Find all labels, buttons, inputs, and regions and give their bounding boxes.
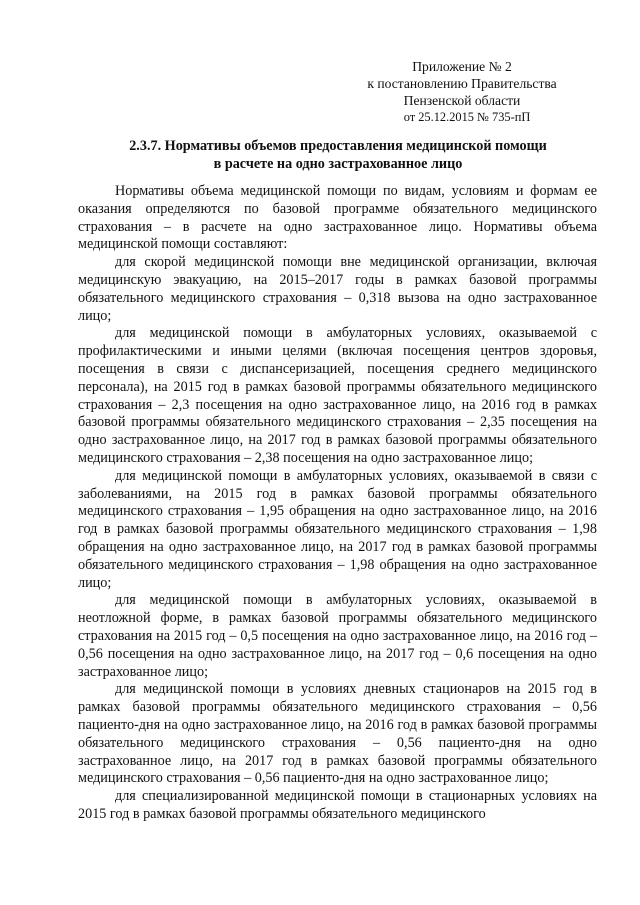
document-body bbox=[78, 183, 597, 824]
section-title-line-1: 2.3.7. Нормативы объемов предоставления медицинской помощи bbox=[129, 138, 547, 154]
appendix-resolution-date: от 25.12.2015 № 735-пП bbox=[403, 110, 531, 124]
paragraph-specialized-inpatient: для специализированной медицинской помощи в стационарных условиях на 2015 год в рамках базовой программы обязательного медицинского bbox=[78, 788, 597, 822]
paragraph-outpatient-diseases: для медицинской помощи в амбулаторных условиях, оказываемой в связи с заболеваниями, на 2015 год в рамках базовой программы обязательного медицинского страхования – 1,95 обращения на одно застрахованное лицо, на 2016 год в рамках базовой программы обязательного медицинского страхования – 1,98 обращения на одно застрахованное лицо, на 2017 год в рамках базовой программы обязательного медицинского страхования – 1,98 обращения на одно застрахованное лицо; bbox=[78, 467, 597, 591]
appendix-number: Приложение № 2 bbox=[412, 59, 512, 74]
section-title bbox=[78, 137, 598, 173]
paragraph-ambulance: для скорой медицинской помощи вне медицинской организации, включая медицинскую эвакуацию, на 2015–2017 годы в рамках базовой программы обязательного медицинского страхования – 0,318 вызова на одно застрахованное лицо; bbox=[78, 254, 597, 324]
paragraph-day-hospital: для медицинской помощи в условиях дневных стационаров на 2015 год в рамках базовой программы обязательного медицинского страхования – 0,56 пациенто-дня на одно застрахованное лицо, на 2016 год в рамках базовой программы обязательного медицинского страхования – 0,56 пациенто-дня на одно застрахованное лицо, на 2017 год в рамках базовой программы обязательного медицинского страхования – 0,56 пациенто-дня на одно застрахованное лицо; bbox=[78, 681, 597, 787]
section-title-line-2: в расчете на одно застрахованное лицо bbox=[213, 156, 463, 172]
paragraph-outpatient-preventive: для медицинской помощи в амбулаторных условиях, оказываемой с профилактическими и иными целями (включая посещения центров здоровья, посещения в связи с диспансеризацией, посещения среднего медицинского персонала), на 2015 год в рамках базовой программы обязательного медицинского страхования – 2,3 посещения на одно застрахованное лицо, на 2016 год в рамках базовой программы обязательного медицинского страхования – 2,35 посещения на одно застрахованное лицо, на 2017 год в рамках базовой программы обязательного медицинского страхования – 2,38 посещения на одно застрахованное лицо; bbox=[78, 325, 597, 466]
appendix-header bbox=[332, 58, 592, 126]
appendix-region: Пензенской области bbox=[403, 93, 521, 108]
paragraph-outpatient-urgent: для медицинской помощи в амбулаторных условиях, оказываемой в неотложной форме, в рамках базовой программы обязательного медицинского страхования на 2015 год – 0,5 посещения на одно застрахованное лицо, на 2016 год – 0,56 посещения на одно застрахованное лицо, на 2017 год – 0,6 посещения на одно застрахованное лицо; bbox=[78, 592, 597, 680]
paragraph-intro: Нормативы объема медицинской помощи по видам, условиям и формам ее оказания определяются по базовой программе обязательного медицинского страхования – в расчете на одно застрахованное лицо. Нормативы объема медицинской помощи составляют: bbox=[78, 183, 597, 253]
appendix-to-resolution: к постановлению Правительства bbox=[367, 76, 557, 91]
